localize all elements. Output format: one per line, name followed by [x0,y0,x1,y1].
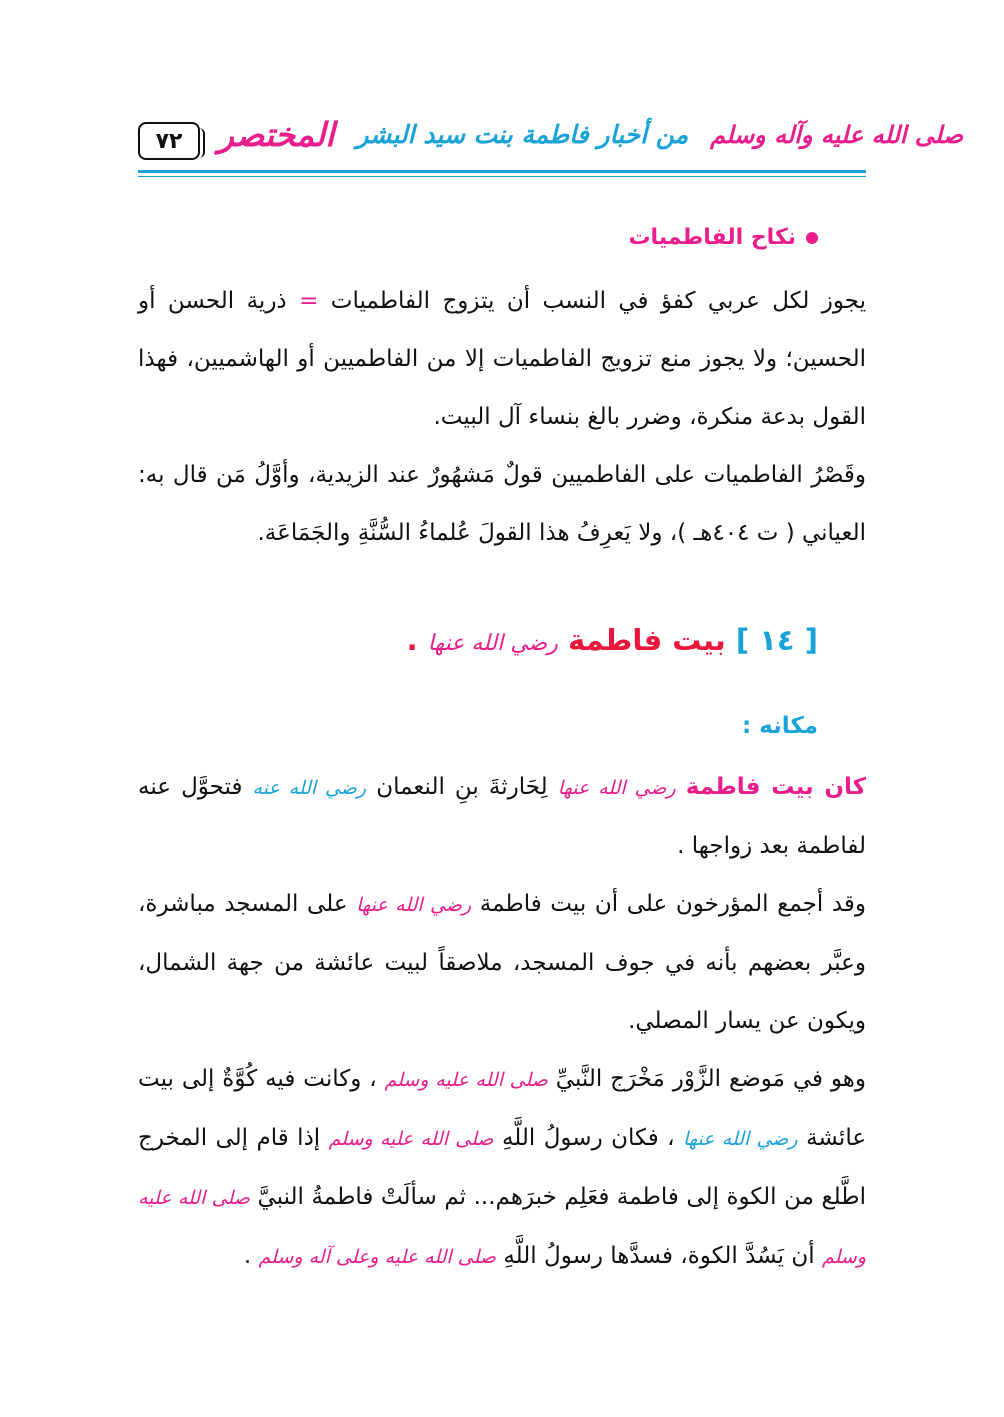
chapter-bracket-close: ] [735,623,750,657]
equals-sign: = [299,288,319,314]
honorific-c4: صلى الله عليه وسلم [138,1187,866,1268]
chapter-honorific: رضي الله عنها [427,631,558,656]
page-header [138,100,964,180]
honorific-b: رضي الله عنها [356,894,472,916]
section-heading [138,218,818,258]
paragraph-c-mid4: أن يَسُدَّ الكوة، فسدَّها رسولُ اللَّهِ [503,1243,815,1269]
honorific-c2: رضي الله عنها [683,1128,798,1150]
paragraph-c [138,1050,866,1286]
honorific-c3: صلى الله عليه وسلم [328,1128,494,1150]
chapter-number: ١٤ [759,623,795,657]
paragraph-a-lead: كان بيت فاطمة [685,774,867,800]
chapter-title: بيت فاطمة [567,623,726,657]
running-title [218,106,964,162]
paragraph-a-mid: لِحَارثةَ بنِ النعمان [376,774,548,800]
section-body [138,272,866,562]
paragraph-c-end: . [243,1243,252,1269]
running-title-main: المختصر [218,114,335,154]
paragraph-b-start: وقد أجمع المؤرخون على أن بيت فاطمة [479,891,867,917]
sub-heading: مكانه : [741,713,818,739]
section-heading-text: نكاح الفاطميات [628,225,796,250]
page-number: ٧٢ [138,122,200,160]
paragraph-c-mid1: ، وكانت فيه كُوَّةٌ إلى بيت عائشة [138,1066,867,1151]
running-title-salah: صلى الله عليه وآله وسلم [710,119,964,149]
chapter-end-dot: . [406,623,418,657]
bullet-icon [806,232,818,244]
running-title-sub: من أخبار فاطمة بنت سيد البشر [356,119,689,149]
paragraph-1 [138,272,866,446]
paragraph-a-end: فتحوَّل عنه لفاطمة بعد زواجها . [138,774,866,859]
honorific-c5: صلى الله عليه وعلى آله وسلم [258,1246,497,1268]
honorific-a2: رضي الله عنه [252,777,367,799]
paragraph-c-start: وهو في مَوضع الزَّوْر مَخْرَج النَّبيِّ [555,1066,867,1092]
paragraph-b-end: على المسجد مباشرة، وعبَّر بعضهم بأنه في جوف المسجد، ملاصقاً لبيت عائشة من جهة الشمال، ويكون عن يسار المصلي. [138,891,866,1034]
chapter-body [138,758,866,1286]
paragraph-b [138,875,866,1050]
header-rule-thin [138,176,866,177]
honorific-c1: صلى الله عليه وسلم [384,1069,548,1091]
paragraph-c-mid3: إذا قام إلى المخرج اطَّلع من الكوة إلى فاطمة فعَلِم خبرَهم... ثم سألَتْ فاطمةُ النبيَّ [138,1125,866,1210]
paragraph-2: وقَصْرُ الفاطميات على الفاطميين قولٌ مَشهُورٌ عند الزيدية، وأوَّلُ مَن قال به: العياني ( ت ٤٠٤هـ )، ولا يَعرِفُ هذا القولَ عُلماءُ السُّنَّةِ والجَمَاعَة. [138,462,866,546]
header-rule-thick [138,170,866,173]
chapter-bracket-open: [ [804,623,818,657]
paragraph-a [138,758,866,875]
chapter-heading [138,616,818,664]
paragraph-1-part-a: يجوز لكل عربي كفؤ في النسب أن يتزوج الفاطميات [330,288,867,314]
honorific-a1: رضي الله عنها [557,777,676,799]
paragraph-1-part-b: ذرية الحسن أو الحسين؛ ولا يجوز منع تزويج الفاطميات إلا من الفاطميين أو الهاشميين، فهذا القول بدعة منكرة، وضرر بالغ بنساء آل البيت. [138,288,866,430]
paragraph-c-mid2: ، فكان رسولُ اللَّهِ [501,1125,675,1151]
